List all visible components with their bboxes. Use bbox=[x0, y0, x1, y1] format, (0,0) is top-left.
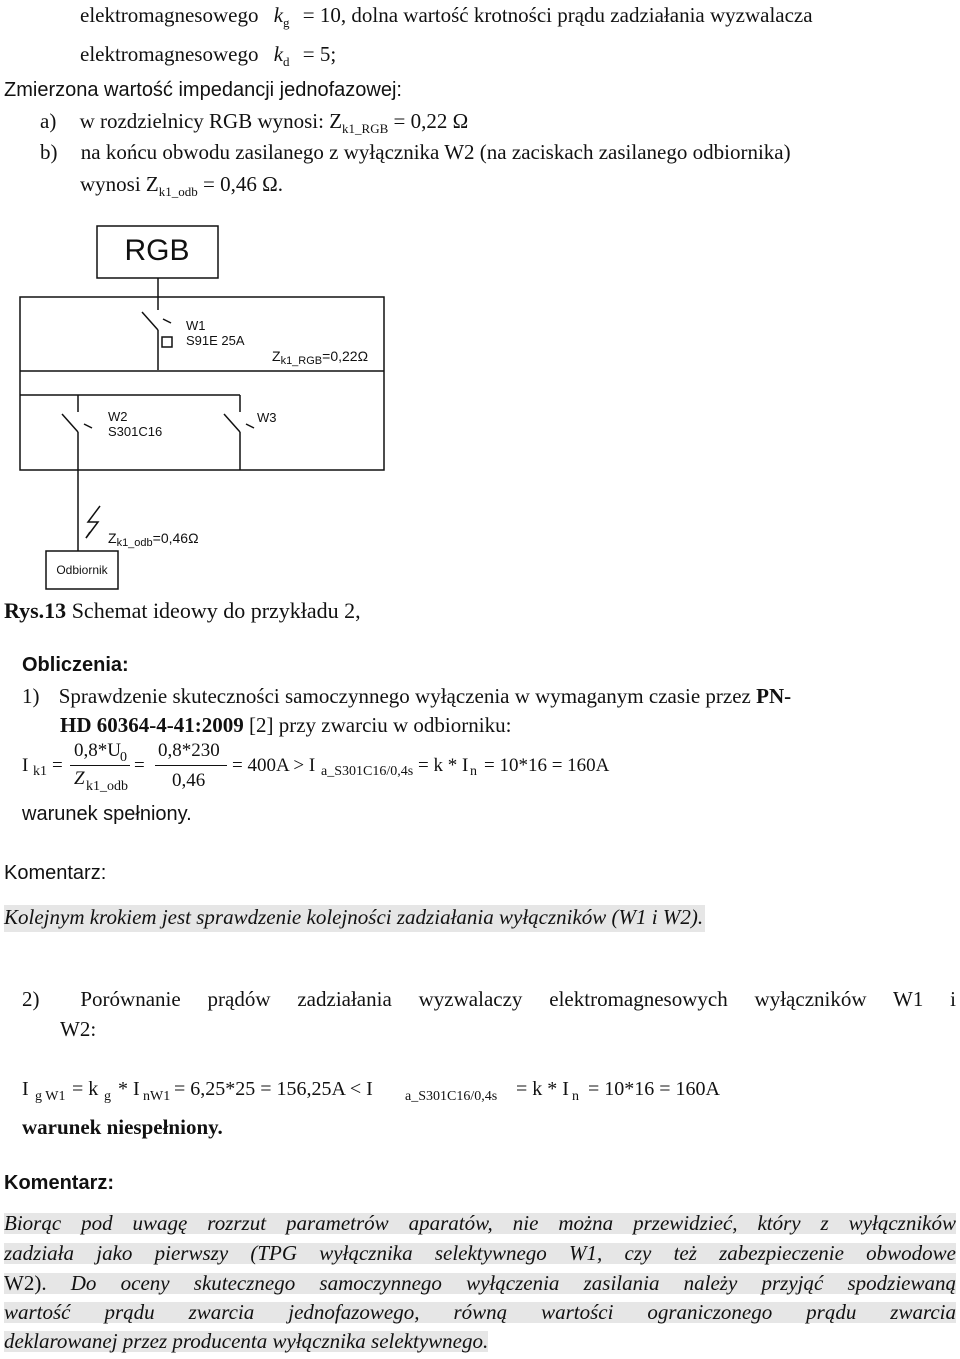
caption-prefix: Rys.13 bbox=[4, 598, 67, 623]
item-2-number: 2) bbox=[22, 987, 40, 1011]
comment-2-line-4 bbox=[4, 1302, 956, 1323]
intro-line-3: Zmierzona wartość impedancji jednofazowej: bbox=[4, 79, 402, 101]
symbol-k-sub: g bbox=[283, 15, 290, 30]
f2-kIn-sub: n bbox=[572, 1089, 579, 1104]
f1-eq2: = bbox=[134, 755, 145, 776]
symbol-kd: k bbox=[273, 42, 284, 66]
f1-end: = 10*16 = 160A bbox=[484, 755, 610, 776]
item-a-sub: k1_RGB bbox=[342, 121, 389, 136]
f1-rest-sub: a_S301C16/0,4s bbox=[321, 764, 414, 779]
f1-den2: 0,46 bbox=[172, 770, 206, 791]
item-b-text: na końcu obwodu zasilanego z wyłącznika W2 (na zaciskach zasilanego odbiornika) bbox=[80, 140, 791, 164]
f1-num1: 0,8*U bbox=[74, 740, 121, 761]
w3-name: W3 bbox=[257, 410, 277, 425]
item-1-standard-a: PN- bbox=[756, 684, 792, 708]
item-2-text: Porównanie prądów zadziałania wyzwalaczy elektromagnesowych wyłączników W1 i bbox=[80, 987, 957, 1011]
symbol-k: k bbox=[273, 3, 284, 27]
text-semicolon: ; bbox=[330, 42, 337, 66]
f2-I-sub: g W1 bbox=[35, 1089, 66, 1104]
text-electromagnetic: elektromagnesowego bbox=[80, 3, 259, 27]
comment-2-line-1: Biorąc pod uwagę rozrzut parametrów aparatów, nie można przewidzieć, który z wyłączników bbox=[4, 1211, 956, 1235]
f1-tail: = k * I bbox=[418, 755, 469, 776]
item-a-value: = 0,22 Ω bbox=[388, 109, 469, 133]
comment-2-line-3-text: Do oceny skutecznego samoczynnego wyłączenia zasilania należy przyjąć spodziewaną bbox=[70, 1271, 956, 1295]
item-b2-value: = 0,46 Ω. bbox=[197, 172, 283, 196]
f2-end: = 10*16 = 160A bbox=[588, 1078, 721, 1100]
f2-value: = 6,25*25 = 156,25A < I bbox=[174, 1078, 373, 1100]
w1-type: S91E 25A bbox=[186, 333, 245, 348]
comment-2-line-5a: deklarowanej bbox=[4, 1329, 123, 1353]
item-1-standard-b: HD 60364-4-41:2009 bbox=[60, 713, 244, 737]
comment-1-label: Komentarz: bbox=[4, 862, 107, 884]
w2-type: S301C16 bbox=[108, 424, 163, 439]
item-b2-sub: k1_odb bbox=[158, 184, 198, 199]
comment-2-line-5b: przez producenta wyłącznika selektywnego. bbox=[122, 1329, 489, 1353]
w1-name: W1 bbox=[186, 318, 206, 333]
f1-tail-sub: n bbox=[470, 764, 477, 779]
item-1-text-2: [2] przy zwarciu w odbiorniku: bbox=[243, 713, 512, 737]
result-1: warunek spełniony. bbox=[22, 803, 192, 825]
f1-rest: = 400A > I bbox=[232, 755, 316, 776]
f2-kg: = k bbox=[72, 1078, 99, 1100]
rgb-label: RGB bbox=[124, 234, 190, 267]
item-1-text: Sprawdzenie skuteczności samoczynnego wyłączenia w wymaganym czasie przez bbox=[58, 684, 757, 708]
w2-name: W2 bbox=[108, 409, 128, 424]
f2-value-sub: a_S301C16/0,4s bbox=[405, 1089, 498, 1104]
f2-I: I bbox=[22, 1078, 29, 1100]
item-b2-text: wynosi Z bbox=[80, 172, 159, 196]
comment-2-line-4b: ograniczonego prądu zwarcia bbox=[647, 1300, 956, 1324]
f1-I-sub: k1 bbox=[33, 764, 47, 779]
comment-2-line-4a: wartość prądu zwarcia jednofazowego, równą wartości bbox=[4, 1300, 648, 1324]
f2-In-sub: nW1 bbox=[143, 1089, 171, 1104]
item-a-text: w rozdzielnicy RGB wynosi: Z bbox=[79, 109, 343, 133]
f2-kg-sub: g bbox=[104, 1089, 111, 1104]
marker-a: a) bbox=[40, 109, 57, 133]
comment-2-line-3 bbox=[4, 1273, 956, 1294]
text-lower-multiple: , dolna wartość krotności prądu zadziałania wyzwalacza bbox=[340, 3, 813, 27]
calc-heading: Obliczenia: bbox=[22, 654, 129, 676]
load-label: Odbiornik bbox=[56, 563, 108, 577]
comment-1-text: Kolejnym krokiem jest sprawdzenie kolejności zadziałania wyłączników (W1 i W2). bbox=[4, 905, 705, 932]
comment-2-line-5 bbox=[4, 1331, 488, 1352]
text-electromagnetic-2: elektromagnesowego bbox=[80, 42, 259, 66]
f1-den1: Z bbox=[74, 768, 85, 789]
z-rgb-label: $Z_{k1\_RGB}=0,22\Omega$ bbox=[272, 348, 369, 367]
f2-In: * I bbox=[118, 1078, 140, 1100]
f1-num2: 0,8*230 bbox=[158, 740, 220, 761]
z-odb-label: $Z_{k1\_odb}=0,46\Omega$ bbox=[108, 530, 199, 549]
value-kg: = 10 bbox=[302, 3, 341, 27]
f1-den1-sub: k1_odb bbox=[86, 779, 128, 794]
f1-I: I bbox=[22, 755, 29, 776]
value-kd: = 5 bbox=[302, 42, 331, 66]
f2-kIn: = k * I bbox=[516, 1078, 569, 1100]
item-2-line-2: W2: bbox=[60, 1017, 97, 1041]
f1-num1-sub: 0 bbox=[120, 750, 127, 765]
comment-2-w2: W2). bbox=[4, 1271, 71, 1295]
caption-text: Schemat ideowy do przykładu 2, bbox=[66, 598, 361, 623]
result-2: warunek niespełniony. bbox=[22, 1115, 223, 1139]
item-1-number: 1) bbox=[22, 684, 40, 708]
f1-eq1: = bbox=[52, 755, 63, 776]
comment-2-label: Komentarz: bbox=[4, 1172, 115, 1194]
symbol-kd-sub: d bbox=[283, 54, 290, 69]
comment-2-line-2: zadziała jako pierwszy (TPG wyłącznika selektywnego W1, czy też zabezpieczenie obwodowe bbox=[4, 1241, 956, 1265]
marker-b: b) bbox=[40, 140, 58, 164]
